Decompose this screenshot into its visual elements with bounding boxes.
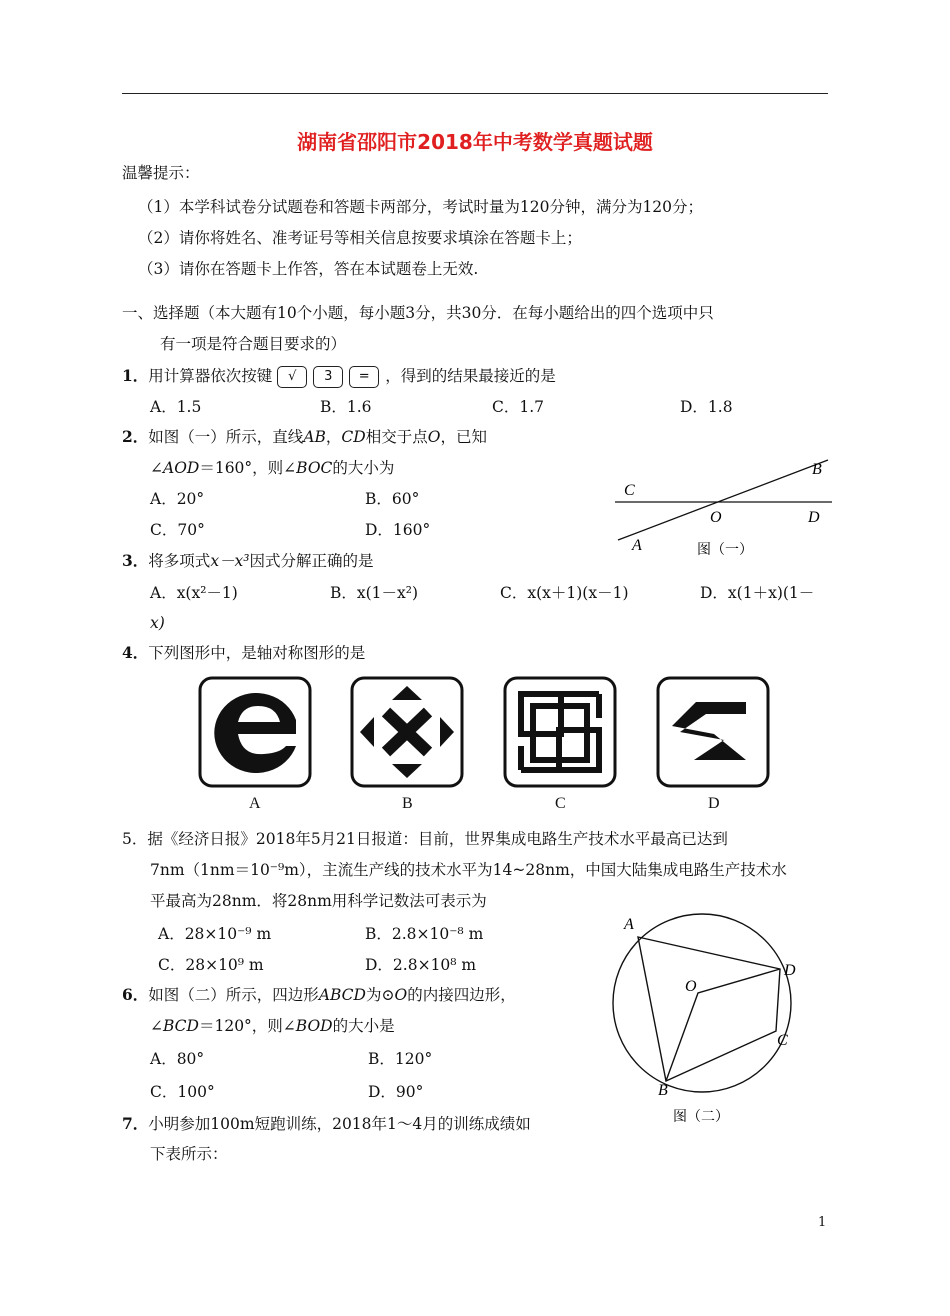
q6-text-a: 如图（二）所示，四边形 <box>148 986 319 1004</box>
q5-line3: 平最高为28nm．将28nm用科学记数法可表示为 <box>150 892 487 910</box>
label-d: D <box>808 509 820 526</box>
q6-option-c: C．100° <box>150 1083 215 1101</box>
q2-option-c: C．70° <box>150 521 205 539</box>
q5-line2: 7nm（1nm＝10⁻⁹m），主流生产线的技术水平为14~28nm，中国大陆集成电路生产技术水 <box>150 861 787 879</box>
q2-angle-a: ∠ <box>150 459 163 477</box>
q1-post: ，得到的结果最接近的是 <box>385 367 556 385</box>
section-heading-1: 一、选择题（本大题有10个小题，每小题3分，共30分．在每小题给出的四个选项中只 <box>122 304 714 322</box>
q3-expr: x－x³ <box>210 552 250 570</box>
q3-number: 3． <box>122 551 149 570</box>
figure-two-caption: 图（二） <box>673 1109 729 1125</box>
q5-option-d: D．2.8×10⁸ m <box>365 956 477 974</box>
q6-line1 <box>122 985 516 1005</box>
radii-ob-od <box>666 969 780 1081</box>
q3-post: 因式分解正确的是 <box>249 552 374 570</box>
label-d2: D <box>784 962 796 979</box>
q6-text-b: 为⊙ <box>365 986 395 1004</box>
q6-text-d: ＝120°，则∠ <box>198 1017 296 1035</box>
q2-o: O <box>427 428 441 446</box>
tips-header: 温馨提示： <box>122 164 200 182</box>
figure-one <box>600 450 840 565</box>
q2-number: 2． <box>122 427 149 446</box>
page-number: 1 <box>818 1215 827 1230</box>
q2-option-b: B．60° <box>365 490 420 508</box>
q6-o: O <box>394 986 408 1004</box>
label-o: O <box>710 509 722 526</box>
label-b: B <box>812 461 822 478</box>
q1-number: 1． <box>122 366 149 385</box>
q6-option-d: D．90° <box>368 1083 424 1101</box>
figure-one-caption: 图（一） <box>697 542 753 558</box>
q2-option-a: A．20° <box>150 490 205 508</box>
q5-option-c: C．28×10⁹ m <box>158 956 264 974</box>
q1-option-b: B．1.6 <box>320 398 372 416</box>
label-b2: B <box>658 1082 668 1099</box>
q6-option-b: B．120° <box>368 1050 433 1068</box>
q2-aod: AOD <box>163 459 200 477</box>
q3-option-d-wrap <box>150 613 165 633</box>
q2-ab: AB <box>303 428 326 446</box>
line-ab <box>618 460 828 540</box>
q3-option-d: D．x(1＋x)(1－ <box>700 584 815 602</box>
q1-pre: 用计算器依次按键 <box>148 367 273 385</box>
label-c: C <box>624 482 635 499</box>
q5-text-1: 据《经济日报》2018年5月21日报道：目前，世界集成电路生产技术水平最高已达到 <box>147 830 728 848</box>
symbol-label-c: C <box>555 795 566 812</box>
q6-bcd: BCD <box>163 1017 199 1035</box>
label-a2: A <box>624 916 634 933</box>
q6-number: 6． <box>122 985 149 1004</box>
q4-text: 下列图形中，是轴对称图形的是 <box>148 644 366 662</box>
q3-wrap-text: x) <box>150 614 165 632</box>
tip-2: （2）请你将姓名、准考证号等相关信息按要求填涂在答题卡上； <box>138 229 582 247</box>
symbol-label-a: A <box>249 795 261 812</box>
q2-text-a: 如图（一）所示，直线 <box>148 428 304 446</box>
q5-option-b: B．2.8×10⁻⁸ m <box>365 925 484 943</box>
q2-line1 <box>122 427 487 447</box>
q1-option-d: D．1.8 <box>680 398 733 416</box>
three-key: 3 <box>313 366 343 388</box>
q5-line1 <box>122 829 728 849</box>
q1-option-c: C．1.7 <box>492 398 545 416</box>
q6-text-e: 的大小是 <box>332 1017 395 1035</box>
symbol-label-d: D <box>708 795 720 812</box>
equals-key: = <box>349 366 379 388</box>
quadrilateral-abcd <box>638 937 780 1081</box>
q2-text-e: 的大小为 <box>332 459 395 477</box>
q5-option-a: A．28×10⁻⁹ m <box>158 925 272 943</box>
q5-number: 5． <box>122 830 148 848</box>
q3-option-b: B．x(1－x²) <box>330 584 419 602</box>
q6-text-c: 的内接四边形， <box>407 986 516 1004</box>
tip-3: （3）请你在答题卡上作答，答在本试题卷上无效. <box>138 260 479 278</box>
q3-option-a: A．x(x²－1) <box>150 584 238 602</box>
q7-number: 7． <box>122 1114 149 1133</box>
symbol-d-s-shape-icon <box>656 676 770 788</box>
symbol-c-knot-icon <box>503 676 617 788</box>
symbol-a-e-logo-icon <box>198 676 312 788</box>
q6-angle-a: ∠ <box>150 1017 163 1035</box>
label-c2: C <box>777 1032 788 1049</box>
q2-cd: CD <box>341 428 366 446</box>
q3-option-c: C．x(x＋1)(x－1) <box>500 584 629 602</box>
tip-1: （1）本学科试卷分试题卷和答题卡两部分，考试时量为120分钟，满分为120分； <box>138 198 704 216</box>
q2-comma: ， <box>325 428 342 446</box>
q2-text-c: ，已知 <box>440 428 487 446</box>
label-a: A <box>632 537 642 554</box>
q1-option-a: A．1.5 <box>150 398 202 416</box>
header-rule <box>122 93 828 94</box>
q7-line2: 下表所示： <box>150 1145 228 1163</box>
q2-text-d: ＝160°，则∠ <box>199 459 297 477</box>
q6-abcd: ABCD <box>318 986 366 1004</box>
label-o2: O <box>685 978 697 995</box>
q6-line2 <box>150 1016 395 1036</box>
section-heading-2: 有一项是符合题目要求的） <box>160 335 347 353</box>
figure-two <box>600 905 810 1130</box>
q2-line2 <box>150 458 394 478</box>
q7-text-1: 小明参加100m短跑训练，2018年1～4月的训练成绩如 <box>148 1115 531 1133</box>
q6-bod: BOD <box>295 1017 333 1035</box>
q3-line <box>122 551 374 571</box>
q6-option-a: A．80° <box>150 1050 205 1068</box>
page-title: 湖南省邵阳市2018年中考数学真题试题 <box>297 130 653 154</box>
q2-boc: BOC <box>296 459 333 477</box>
q4-number: 4． <box>122 643 149 662</box>
q2-option-d: D．160° <box>365 521 431 539</box>
sqrt-key-icon: √ <box>277 366 307 388</box>
symbol-b-arrows-icon <box>350 676 464 788</box>
question-1 <box>122 366 556 388</box>
q3-pre: 将多项式 <box>148 552 211 570</box>
q7-line1 <box>122 1114 531 1134</box>
q4-line <box>122 643 365 663</box>
q2-text-b: 相交于点 <box>365 428 428 446</box>
symbol-label-b: B <box>402 795 413 812</box>
